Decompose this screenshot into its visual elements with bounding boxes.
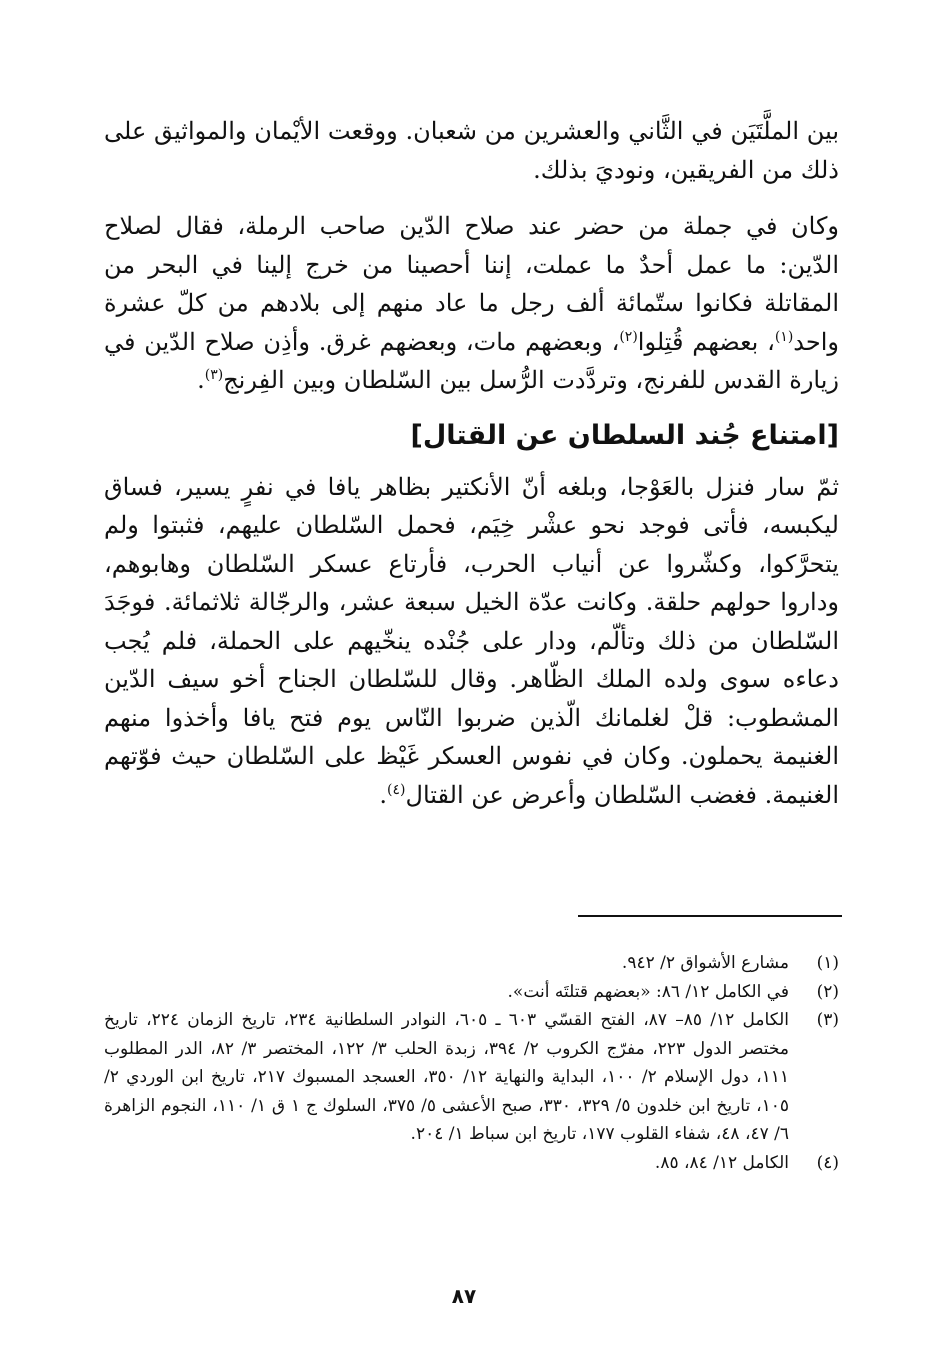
paragraph-2-mid: ، بعضهم قُتِلوا bbox=[637, 327, 775, 356]
paragraph-1: بين الملَّتَيَن في الثَّاني والعشرين من شعبان. ووقعت الأيْمان والمواثيق على ذلك من الفريقين، ونوديَ بذلك. bbox=[104, 117, 839, 184]
footnote-divider bbox=[578, 915, 842, 917]
footnote-text: مشارع الأشواق ٢/ ٩٤٢. bbox=[621, 953, 789, 973]
footnote-ref-2: (٢) bbox=[619, 328, 638, 345]
footnote-text: الكامل ١٢/ ٨٤، ٨٥. bbox=[654, 1152, 789, 1173]
footnote-number: (٣) bbox=[816, 1010, 839, 1030]
footnote-text: الكامل ١٢/ ٨٥– ٨٧، الفتح القسّي ٦٠٣ ـ ٦٠٥، النوادر السلطانية ٢٣٤، تاريخ الزمان ٢٢٤، تاريخ مختصر الدول ٢٢٣، مفرّج الكروب ٢/ ٣٩٤، زبدة الحلب ٣/ ١٢٢، المختصر ٣/ ٨٢، الدر المطلوب ١١١، دول الإسلام ٢/ ١٠٠، البداية والنهاية ١٢/ ٣٥٠، العسجد المسبوك ٢١٧، تاريخ ابن الوردي ٢/ ١٠٥، تاريخ ابن خلدون ٥/ ٣٢٩، ٣٣٠، صبح الأعشى ٥/ ٣٧٥، السلوك ج ١ ق ١/ ١١٠، النجوم الزاهرة ٦/ ٤٧، ٤٨، شفاء القلوب ١٧٧، تاريخ ابن سباط ١/ ٢٠٤. bbox=[104, 1010, 790, 1144]
footnote-number: (١) bbox=[816, 953, 839, 973]
footnote-2 bbox=[104, 978, 839, 1007]
paragraph-3-end: . bbox=[379, 780, 388, 809]
footnote-number: (٢) bbox=[816, 981, 839, 1002]
footnote-ref-1: (١) bbox=[774, 328, 794, 345]
footnotes bbox=[104, 949, 839, 1177]
footnote-ref-4: (٤) bbox=[387, 781, 406, 798]
paragraph-2-end: . bbox=[197, 366, 205, 394]
footnote-3 bbox=[104, 1006, 839, 1149]
section-heading: [امتناع جُند السلطان عن القتال] bbox=[410, 419, 839, 451]
main-text bbox=[104, 112, 839, 814]
footnote-1 bbox=[104, 949, 839, 978]
footnote-ref-3: (٣) bbox=[204, 367, 224, 383]
footnote-text: في الكامل ١٢/ ٨٦: «بعضهم قتلتَه أنت». bbox=[507, 981, 789, 1002]
paragraph-3-text: ثمّ سار فنزل بالعَوْجا، وبلغه أنّ الأنكتير بظاهر يافا في نفرٍ يسير، فساق ليكبسه، فأتى فوجد نحو عشْر خِيَم، فحمل السّلطان عليهم، فثبتوا ولم يتحرَّكوا، وكشّروا عن أنياب الحرب، فأرتاع عسكر السّلطان وهابوهم، وداروا حولهم حلقة. وكانت عدّة الخيل سبعة عشر، والرجّالة ثلاثمائة. فوجَدَ السّلطان من ذلك وتألّم، ودار على جُنْده ينخّيهم على الحملة، فلم يُجب دعاءه سوى ولده الملك الظّاهر. وقال للسّلطان الجناح أخو سيف الدّين المشطوب: قلْ لغلمانك الّذين ضربوا النّاس يوم فتح يافا وأخذوا منهم الغنيمة يحملون. وكان في نفوس العسكر غَيْظ على السّلطان حيث فوّتهم الغنيمة. فغضب السّلطان وأعرض عن القتال bbox=[104, 472, 839, 809]
paragraph-2-text: وكان في جملة من حضر عند صلاح الدّين صاحب الرملة، فقال لصلاح الدّين: ما عمل أحدٌ ما عملت، إننا أحصينا من خرج إلينا في البحر من المقاتلة فكانوا ستّمائة ألف رجل ما عاد منهم إلى بلادهم من كلّ عشرة واحد bbox=[104, 212, 839, 356]
paragraph-2-tail: ، وبعضهم مات، وبعضهم غرق. وأذِن صلاح الدّين في زيارة القدس للفرنج، وتردَّدت الرُّسل بين السّلطان وبين الفِرنج bbox=[104, 327, 839, 394]
footnote-4 bbox=[104, 1149, 839, 1178]
page-number: ٨٧ bbox=[451, 1284, 477, 1308]
paragraph-3 bbox=[104, 468, 839, 815]
paragraph-2 bbox=[104, 207, 839, 400]
footnote-number: (٤) bbox=[816, 1152, 839, 1173]
